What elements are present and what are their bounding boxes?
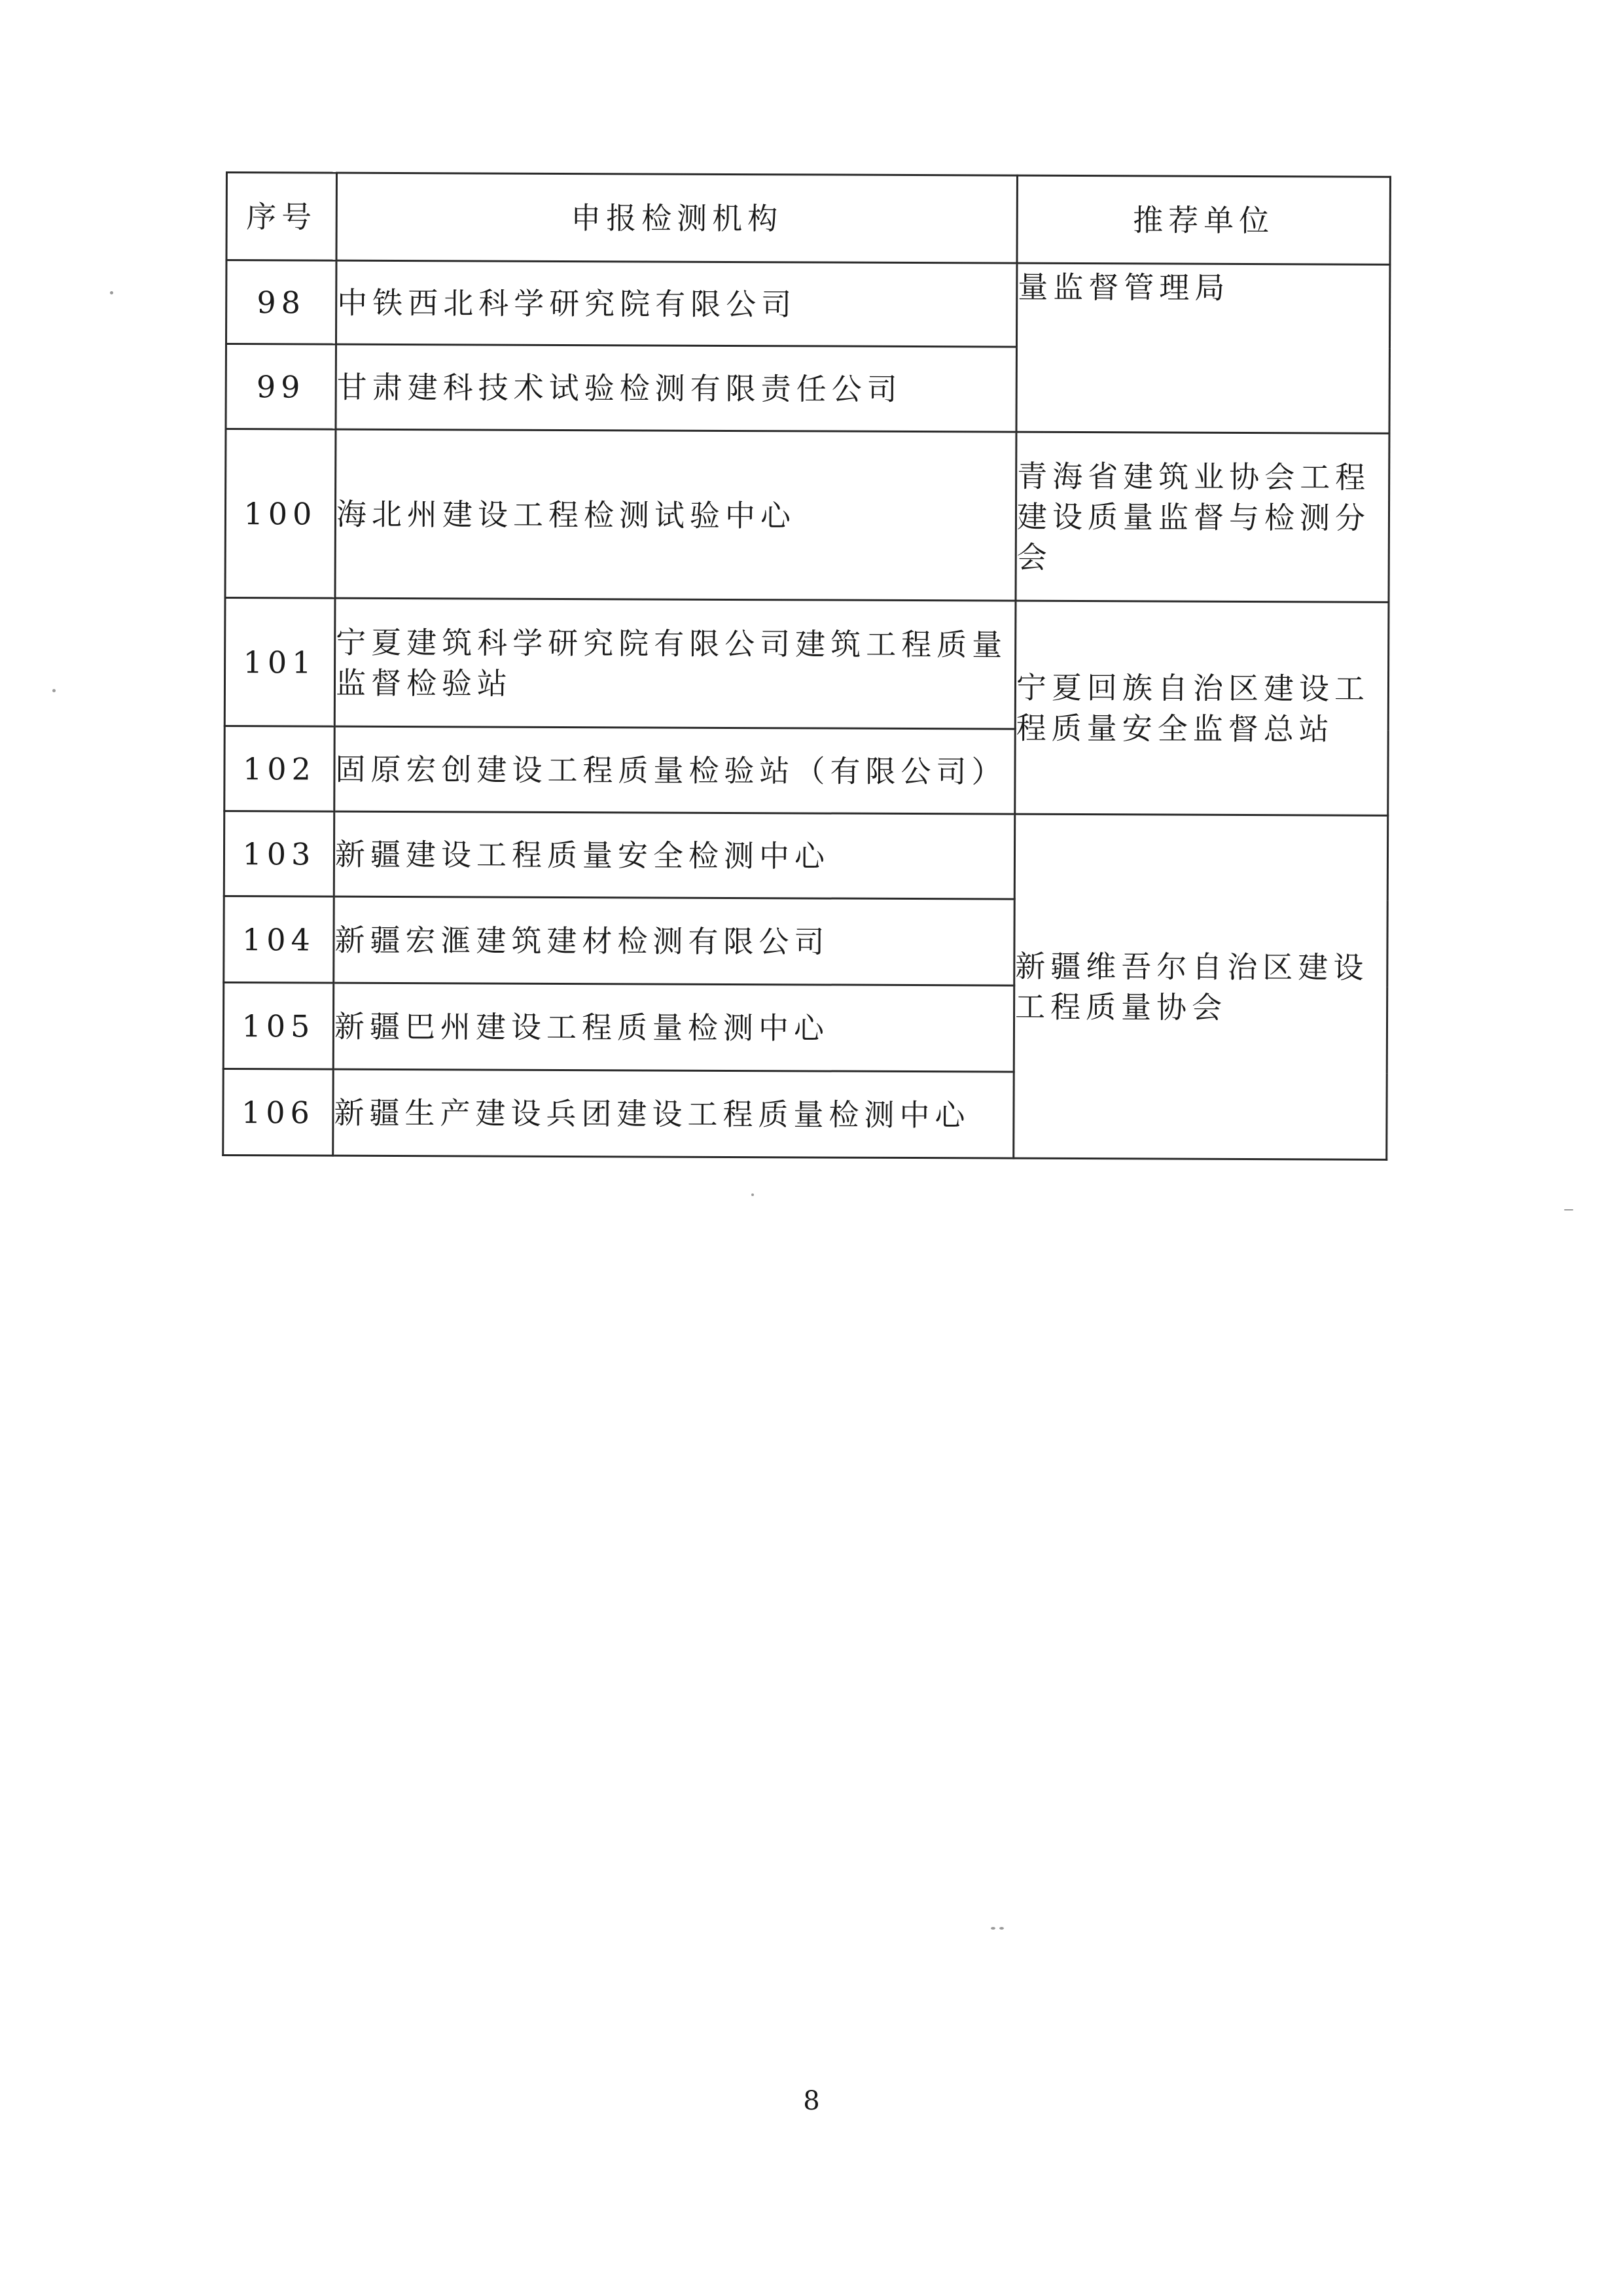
table-row <box>224 811 1387 900</box>
page-number: 8 <box>803 2086 820 2116</box>
row-serial-number: 101 <box>224 598 335 727</box>
institution-table <box>222 171 1391 1161</box>
scan-speck <box>52 689 56 692</box>
header-serial-number: 序号 <box>226 173 337 261</box>
row-serial-number: 100 <box>225 429 336 599</box>
scan-speck <box>999 1927 1004 1930</box>
recommender-cell: 宁夏回族自治区建设工程质量安全监督总站 <box>1015 601 1389 815</box>
row-institution-name: 宁夏建筑科学研究院有限公司建筑工程质量监督检验站 <box>334 598 1016 729</box>
table-row <box>226 260 1389 349</box>
row-serial-number: 102 <box>224 726 334 811</box>
row-institution-name: 新疆生产建设兵团建设工程质量检测中心 <box>333 1069 1014 1158</box>
recommender-cell: 量监督管理局 <box>1016 263 1390 433</box>
row-serial-number: 103 <box>224 811 334 896</box>
scan-speck <box>1564 1209 1573 1210</box>
row-serial-number: 98 <box>226 260 336 345</box>
row-serial-number: 99 <box>226 344 336 430</box>
table-header-row <box>226 173 1391 265</box>
row-serial-number: 105 <box>223 982 334 1069</box>
header-recommending-unit: 推荐单位 <box>1017 175 1391 264</box>
row-institution-name: 新疆建设工程质量安全检测中心 <box>334 811 1014 899</box>
row-serial-number: 104 <box>224 896 334 983</box>
scan-speck <box>991 1927 995 1930</box>
scan-speck <box>110 291 113 294</box>
recommender-cell: 青海省建筑业协会工程建设质量监督与检测分会 <box>1016 432 1389 602</box>
scan-speck <box>751 1193 754 1196</box>
row-institution-name: 甘肃建科技术试验检测有限责任公司 <box>336 344 1016 432</box>
table-row <box>224 598 1389 731</box>
row-serial-number: 106 <box>223 1069 334 1156</box>
row-institution-name: 中铁西北科学研究院有限公司 <box>336 260 1016 347</box>
table-row <box>225 429 1389 603</box>
row-institution-name: 新疆巴州建设工程质量检测中心 <box>333 983 1014 1072</box>
row-institution-name: 海北州建设工程检测试验中心 <box>335 429 1016 601</box>
header-applying-institution: 申报检测机构 <box>336 173 1018 263</box>
recommender-cell: 新疆维吾尔自治区建设工程质量协会 <box>1014 814 1388 1159</box>
row-institution-name: 固原宏创建设工程质量检验站（有限公司） <box>334 726 1015 814</box>
row-institution-name: 新疆宏滙建筑建材检测有限公司 <box>334 896 1014 985</box>
